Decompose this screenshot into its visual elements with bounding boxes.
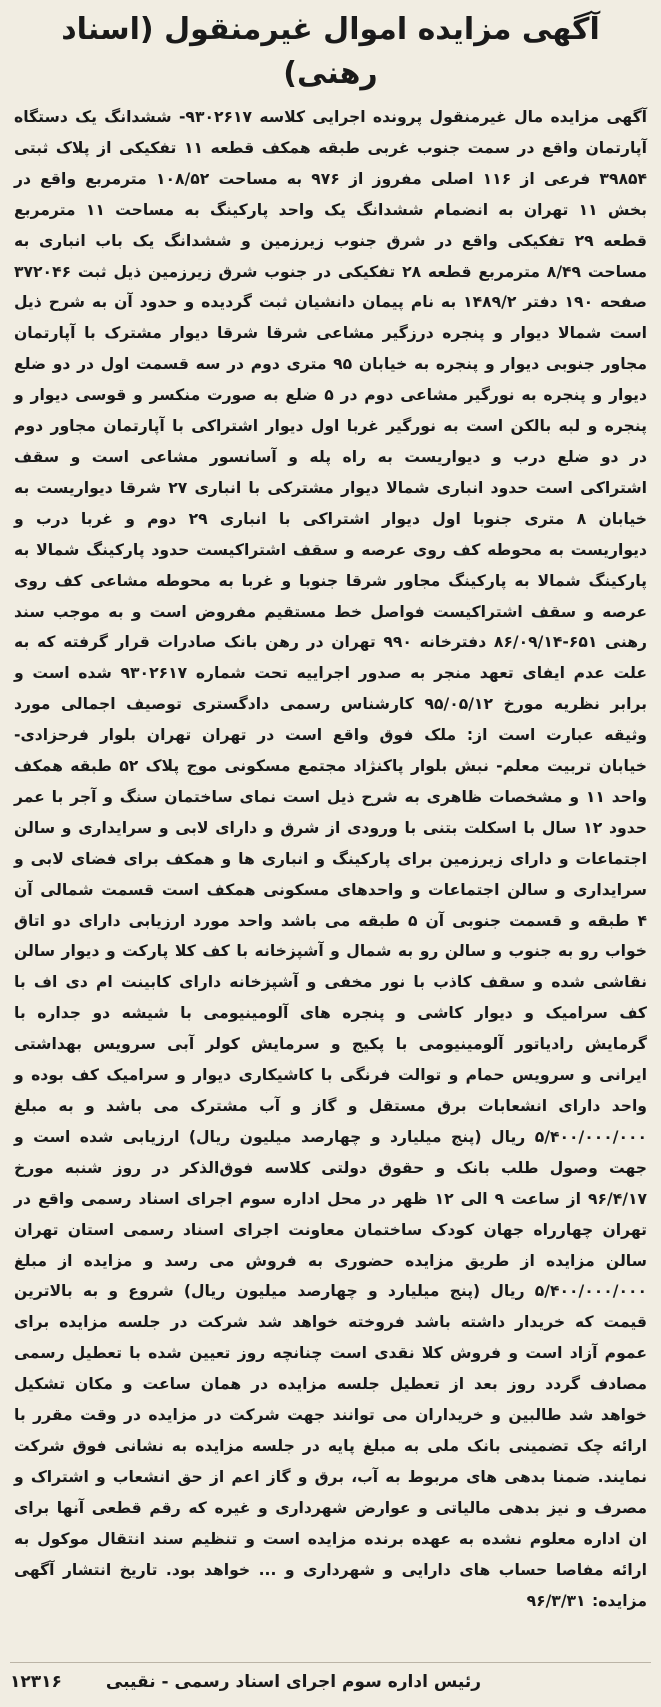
ad-number: ۱۲۳۱۶ [10, 1672, 62, 1692]
notice-title: آگهی مزایده اموال غیرمنقول (اسناد رهنی) [61, 12, 600, 91]
notice-footer [10, 1665, 651, 1699]
notice-body: آگهی مزایده مال غیرمنقول پرونده اجرایی کلاسه ۹۳۰۲۶۱۷- ششدانگ یک دستگاه آپارتمان واقع در سمت جنوب غربی طبقه همکف قطعه ۱۱ تفکیکی از پلاک ثبتی ۳۹۸۵۴ فرعی از ۱۱۶ اصلی مفروز از ۹۷۶ به مساحت ۱۰۸/۵۲ مترمربع واقع در بخش ۱۱ تهران به انضمام ششدانگ یک واحد پارکینگ به مساحت ۱۱ مترمربع قطعه ۲۹ تفکیکی واقع در شرق جنوب زیرزمین و ششدانگ یک باب انباری به مساحت ۸/۴۹ مترمربع قطعه ۲۸ تفکیکی در جنوب شرق زیرزمین ذیل ثبت ۳۷۲۰۴۶ صفحه ۱۹۰ دفتر ۱۴۸۹/۲ به نام پیمان دانشیان ثبت گردیده و حدود آن به شرح ذیل است شمالا دیوار و پنجره درزگیر مشاعی شرقا شرقا دیوار مشترک با آپارتمان مجاور جنوبی دیوار و پنجره به خیابان ۹۵ متری دوم در سه قسمت اول در دو ضلع دیوار و پنجره به نورگیر مشاعی دوم در ۵ ضلع به صورت منکسر و قوسی دیوار و پنجره و لبه بالکن است به نورگیر غربا اول دیوار اشتراکی با آپارتمان مجاور دوم در دو ضلع درب و دیواریست به راه پله و آسانسور مشاعی است و سقف اشتراکی است حدود انباری شمالا دیوار مشترکی با انباری ۲۷ شرقا دیواریست به خیابان ۸ متری جنوبا اول دیوار اشتراکی با انباری ۲۹ دوم و غربا درب و دیواریست به محوطه کف روی عرصه و سقف اشتراکیست حدود پارکینگ شمالا به پارکینگ شمالا به پارکینگ مجاور شرقا جنوبا و غربا به محوطه مشاعی کف روی عرصه و سقف اشتراکیست فواصل خط مستقیم مفروض است و به موجب سند رهنی ۶۵۱-۸۶/۰۹/۱۴ دفترخانه ۹۹۰ تهران در رهن بانک صادرات قرار گرفته که به علت عدم ایفای تعهد منجر به صدور اجراییه تحت شماره ۹۳۰۲۶۱۷ شده است و برابر نظریه مورخ ۹۵/۰۵/۱۲ کارشناس رسمی دادگستری توصیف اجمالی مورد وثیقه عبارت است از: ملک فوق واقع است در تهران تهران بلوار فرحزادی- خیابان تربیت معلم- نبش بلوار پاکنژاد مجتمع مسکونی موج پلاک ۵۲ طبقه همکف واحد ۱۱ و مشخصات ظاهری به شرح ذیل است نمای ساختمان سنگ و آجر با عمر حدود ۱۲ سال با اسکلت بتنی با ورودی از شرق و دارای لابی و سرایداری و سالن اجتماعات و دارای زیرزمین برای پارکینگ و انباری ها و همکف برای فضای لابی و سرایداری و سالن اجتماعات و واحدهای مسکونی همکف است قسمت شمالی آن ۴ طبقه و قسمت جنوبی آن ۵ طبقه می باشد واحد مورد ارزیابی دارای دو اتاق خواب رو به جنوب و سالن رو به شمال و آشپزخانه با کف کلا پارکت و دیوار سالن نقاشی شده و سقف کاذب با نور مخفی و آشپزخانه دارای کابینت ام دی اف با کف سرامیک و دیوار کاشی و پنجره های آلومینیومی با شیشه دو جداره با گرمایش رادیاتور آلومینیومی با پکیج و سرمایش کولر آبی سرویس بهداشتی ایرانی و سرویس حمام و توالت فرنگی با کاشیکاری دیوار و سرامیک کف بوده و واحد دارای انشعابات برق مستقل و گاز و آب مشترک می باشد و به مبلغ ۵/۴۰۰/۰۰۰/۰۰۰ ریال (پنج میلیارد و چهارصد میلیون ریال) ارزیابی شده است و جهت وصول طلب بانک و حقوق دولتی کلاسه فوق‌الذکر در روز شنبه مورخ ۹۶/۴/۱۷ از ساعت ۹ الی ۱۲ ظهر در محل اداره سوم اجرای اسناد رسمی واقع در تهران چهارراه جهان کودک ساختمان معاونت اجرای اسناد رسمی استان تهران سالن مزایده از طریق مزایده حضوری به فروش می رسد و مزایده از مبلغ ۵/۴۰۰/۰۰۰/۰۰۰ ریال (پنج میلیارد و چهارصد میلیون ریال) شروع و به بالاترین قیمت که خریدار داشته باشد فروخته خواهد شد شرکت در جلسه مزایده برای عموم آزاد است و فروش کلا نقدی است چنانچه روز تعیین شده با تعطیل رسمی مصادف گردد روز بعد از تعطیل جلسه مزایده در همان ساعت و مکان تشکیل خواهد شد طالبین و خریداران می توانند جهت شرکت در مزایده در وقت مقرر با ارائه چک تضمینی بانک ملی به مبلغ پایه در جلسه مزایده به نشانی فوق شرکت نمایند. ضمنا بدهی های مربوط به آب، برق و گاز اعم از حق انشعاب و اشتراک و مصرف و نیز بدهی مالیاتی و عوارض شهرداری و غیره که رقم قطعی آنها برای ان اداره معلوم نشده به عهده برنده مزایده است و تنظیم سند انتقال موکول به ارائه مفاصا حساب های دارایی و شهرداری و ... خواهد بود. تاریخ انتشار آگهی مزایده: ۹۶/۳/۳۱ [14, 108, 648, 1610]
signature-line: رئیس اداره سوم اجرای اسناد رسمی - نقیبی [105, 1672, 481, 1692]
footer-divider [10, 1662, 651, 1663]
